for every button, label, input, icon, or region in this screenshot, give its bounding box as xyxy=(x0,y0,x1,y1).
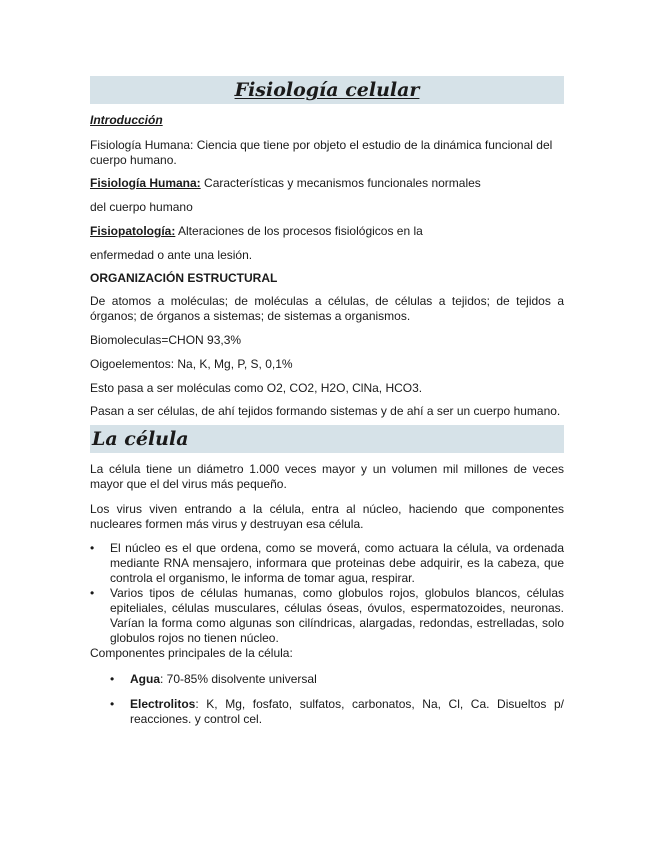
fisiologia-definition xyxy=(90,176,564,191)
title-banner xyxy=(90,76,564,104)
bullet-icon: • xyxy=(90,586,95,600)
celula-heading: La célula xyxy=(92,428,189,450)
celula-bullet-list xyxy=(90,541,564,646)
componente-label: Electrolitos xyxy=(130,697,196,711)
componentes-text: Componentes principales de la célula: xyxy=(90,646,293,660)
page-title: Fisiología celular xyxy=(234,79,420,101)
fisiopatologia-continuation: enfermedad o ante una lesión. xyxy=(90,248,253,262)
componente-text: : 70-85% disolvente universal xyxy=(160,672,317,686)
bullet-icon: • xyxy=(110,697,115,711)
fisiopatologia-text: Alteraciones de los procesos fisiológicos en la xyxy=(175,224,423,238)
componente-text: : K, Mg, fosfato, sulfatos, carbonatos, Na, Cl, Ca. Disueltos p/ reacciones. y control cel. xyxy=(130,697,564,726)
list-item: • El núcleo es el que ordena, como se moverá, como actuara la célula, va ordenada mediante RNA mensajero, informara que proteinas debe adquirir, es la cabeza, que controla el organismo, le informa de tomar agua, respirar. xyxy=(90,541,564,585)
fisiologia-label: Fisiología Humana: xyxy=(90,176,201,190)
pasan-text: Pasan a ser células, de ahí tejidos formando sistemas y de ahí a ser un cuerpo humano. xyxy=(90,404,561,418)
fisiopatologia-definition xyxy=(90,224,564,239)
biomoleculas-text: Biomoleculas=CHON 93,3% xyxy=(90,333,242,347)
componente-label: Agua xyxy=(130,672,160,686)
moleculas-text: Esto pasa a ser moléculas como O2, CO2, H2O, ClNa, HCO3. xyxy=(90,381,423,395)
bullet-icon: • xyxy=(110,672,115,686)
list-item: • Varios tipos de células humanas, como globulos rojos, globulos blancos, células epiteliales, células musculares, células óseas, óvulos, espermatozoides, neuronas. Varían la forma como algunas son cilíndricas, alargadas, redondas, estrelladas, solo globulos rojos no tienen núcleo. xyxy=(90,586,564,645)
fisiologia-continuation: del cuerpo humano xyxy=(90,200,193,214)
fisiopatologia-label: Fisiopatología: xyxy=(90,224,176,238)
organizacion-heading: ORGANIZACIÓN ESTRUCTURAL xyxy=(90,271,278,285)
intro-text: Fisiología Humana: Ciencia que tiene por objeto el estudio de la dinámica funcional del cuerpo humano. xyxy=(90,138,553,167)
celula-paragraph-2: Los virus viven entrando a la célula, entra al núcleo, haciendo que componentes nucleares formen más virus y destruyan esa célula. xyxy=(90,502,564,531)
list-item xyxy=(90,672,564,687)
list-item xyxy=(90,697,564,727)
document-content xyxy=(90,76,564,727)
bullet-icon: • xyxy=(90,541,95,555)
celula-paragraph-1: La célula tiene un diámetro 1.000 veces mayor y un volumen mil millones de veces mayor que el del virus más pequeño. xyxy=(90,462,564,491)
organizacion-text: De atomos a moléculas; de moléculas a células, de células a tejidos; de tejidos a órganos; de órganos a sistemas; de sistemas a organismos. xyxy=(90,294,564,323)
fisiologia-text: Características y mecanismos funcionales normales xyxy=(200,176,481,190)
celula-banner xyxy=(90,425,564,453)
componentes-list xyxy=(90,672,564,727)
intro-heading: Introducción xyxy=(90,113,163,127)
oligoelementos-text: Oigoelementos: Na, K, Mg, P, S, 0,1% xyxy=(90,357,293,371)
